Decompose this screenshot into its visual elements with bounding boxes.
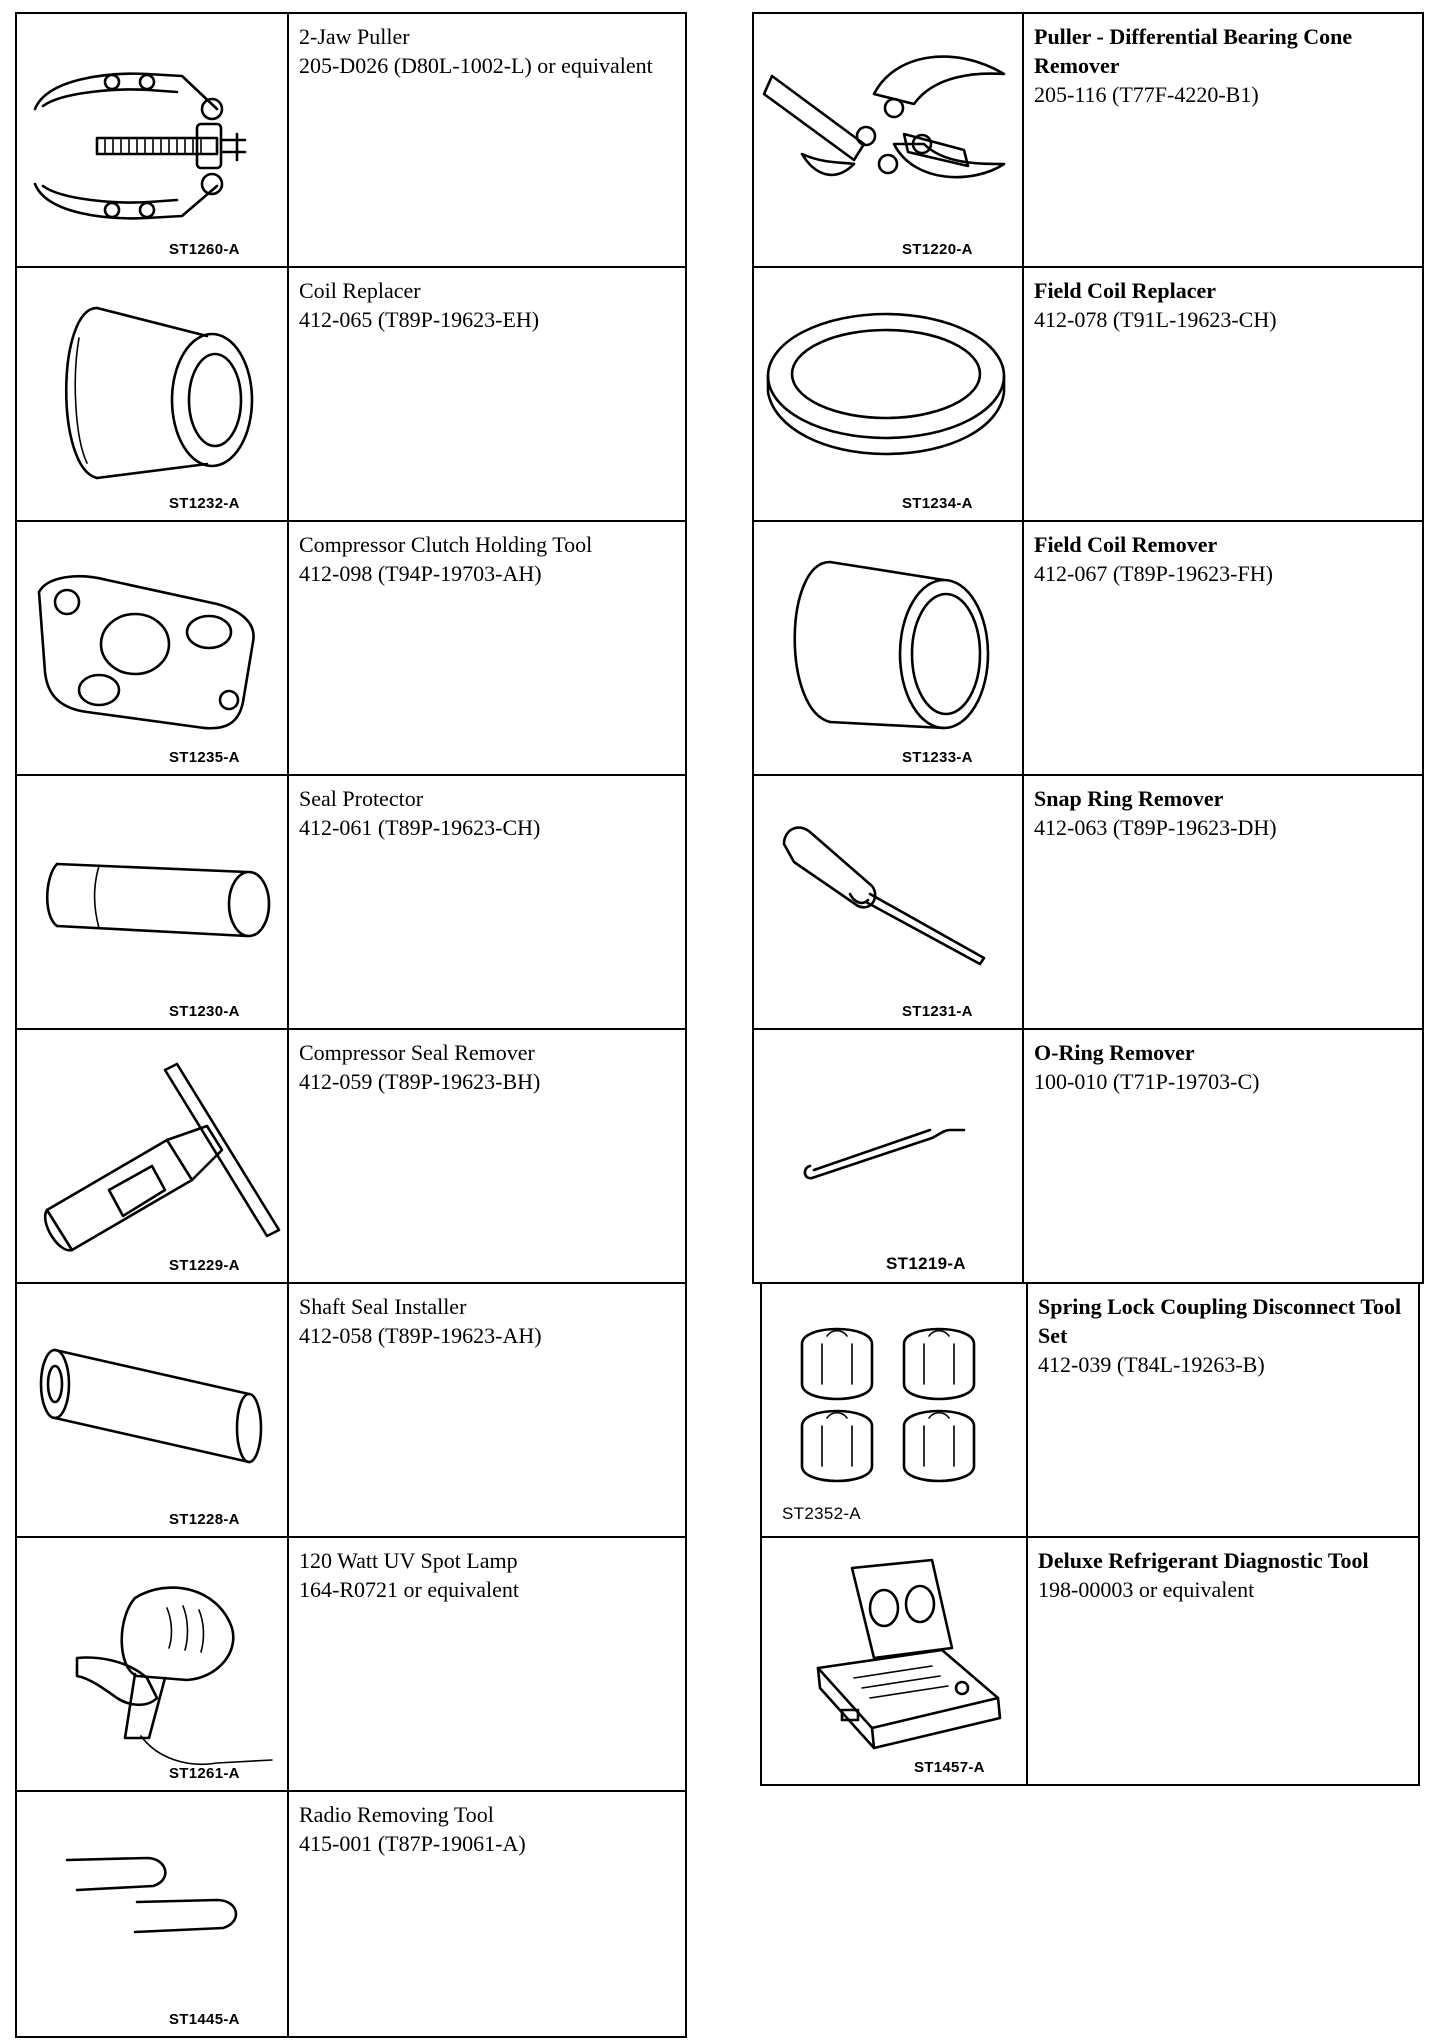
diagnostic-case-icon: [762, 1538, 1026, 1784]
tool-code: ST1229-A: [169, 1257, 240, 1274]
tool-part-number: 412-067 (T89P-19623-FH): [1034, 561, 1273, 586]
tool-description: [1034, 1038, 1416, 1096]
spring-lock-tool-set-icon: [762, 1284, 1026, 1536]
tool-description: [299, 1038, 679, 1096]
tool-description: [299, 530, 679, 588]
tool-cell: [752, 774, 1424, 1030]
tool-name: Puller - Differential Bearing Cone Remover: [1034, 24, 1353, 78]
tool-code: ST1261-A: [169, 1765, 240, 1782]
tool-name: Compressor Clutch Holding Tool: [299, 532, 593, 557]
pick-screwdriver-icon: [754, 776, 1022, 1028]
radio-removing-wires-icon: [17, 1792, 287, 2036]
tool-illustration-panel: [754, 776, 1024, 1028]
tool-cell: [15, 1536, 687, 1792]
tool-part-number: 205-116 (T77F-4220-B1): [1034, 82, 1259, 107]
tool-name: O-Ring Remover: [1034, 1040, 1195, 1065]
tool-part-number: 412-061 (T89P-19623-CH): [299, 815, 541, 840]
tool-code: ST2352-A: [782, 1504, 861, 1523]
tool-description: [1038, 1546, 1412, 1604]
tool-cell: [15, 1790, 687, 2038]
tube-installer-icon: [17, 1284, 287, 1536]
tool-illustration-panel: [754, 268, 1024, 520]
tool-code: ST1260-A: [169, 241, 240, 258]
uv-spot-lamp-icon: [17, 1538, 287, 1790]
tool-illustration-panel: [17, 1792, 289, 2036]
tool-illustration-panel: [17, 1538, 289, 1790]
tool-description: [1034, 784, 1416, 842]
t-handle-seal-remover-icon: [17, 1030, 287, 1282]
tool-code: ST1232-A: [169, 495, 240, 512]
tool-description: [299, 1292, 679, 1350]
tool-illustration-panel: [17, 14, 289, 266]
tool-cell: [760, 1282, 1420, 1538]
tool-name: Seal Protector: [299, 786, 424, 811]
tool-illustration-panel: [17, 1030, 289, 1282]
tool-code: ST1228-A: [169, 1511, 240, 1528]
tool-cell: [15, 1282, 687, 1538]
tool-illustration-panel: [17, 776, 289, 1028]
tool-part-number: 412-058 (T89P-19623-AH): [299, 1323, 542, 1348]
tool-name: 120 Watt UV Spot Lamp: [299, 1548, 518, 1573]
tool-description: [299, 1546, 679, 1604]
clutch-holding-plate-icon: [17, 522, 287, 774]
tool-description: [299, 22, 679, 80]
tool-description: [299, 784, 679, 842]
tool-cell: [15, 520, 687, 776]
tool-description: [1034, 530, 1416, 588]
tool-illustration-panel: [17, 522, 289, 774]
tool-illustration-panel: [754, 14, 1024, 266]
tool-cell: [15, 266, 687, 522]
tool-description: [1034, 276, 1416, 334]
tool-code: ST1219-A: [886, 1254, 966, 1273]
ring-replacer-icon: [754, 268, 1022, 520]
tool-code: ST1457-A: [914, 1759, 985, 1776]
seal-protector-icon: [17, 776, 287, 1028]
tool-name: 2-Jaw Puller: [299, 24, 410, 49]
tool-part-number: 198-00003 or equivalent: [1038, 1577, 1255, 1602]
tool-description: [1034, 22, 1416, 109]
tool-illustration-panel: [762, 1284, 1028, 1536]
tool-illustration-panel: [17, 268, 289, 520]
tool-name: Radio Removing Tool: [299, 1802, 494, 1827]
tool-code: ST1234-A: [902, 495, 973, 512]
tool-cell: [752, 12, 1424, 268]
tool-part-number: 412-063 (T89P-19623-DH): [1034, 815, 1277, 840]
tool-cell: [752, 1028, 1424, 1284]
tool-cell: [15, 1028, 687, 1284]
tool-name: Shaft Seal Installer: [299, 1294, 467, 1319]
tool-part-number: 100-010 (T71P-19703-C): [1034, 1069, 1260, 1094]
tool-description: [299, 276, 679, 334]
tool-name: Spring Lock Coupling Disconnect Tool Set: [1038, 1294, 1402, 1348]
tool-name: Field Coil Replacer: [1034, 278, 1217, 303]
tool-code: ST1445-A: [169, 2011, 240, 2028]
tool-name: Compressor Seal Remover: [299, 1040, 535, 1065]
tool-name: Coil Replacer: [299, 278, 421, 303]
two-jaw-puller-icon: [17, 14, 287, 266]
tool-cell: [752, 266, 1424, 522]
tool-name: Field Coil Remover: [1034, 532, 1218, 557]
tool-cell: [15, 12, 687, 268]
coil-replacer-icon: [17, 268, 287, 520]
tool-name: Deluxe Refrigerant Diagnostic Tool: [1038, 1548, 1369, 1573]
tool-code: ST1220-A: [902, 241, 973, 258]
tool-code: ST1230-A: [169, 1003, 240, 1020]
tool-part-number: 205-D026 (D80L-1002-L) or equivalent: [299, 53, 653, 78]
tool-part-number: 164-R0721 or equivalent: [299, 1577, 519, 1602]
bearing-cone-puller-icon: [754, 14, 1022, 266]
tool-description: [299, 1800, 679, 1858]
tool-part-number: 412-065 (T89P-19623-EH): [299, 307, 540, 332]
tool-part-number: 412-059 (T89P-19623-BH): [299, 1069, 541, 1094]
tool-part-number: 412-078 (T91L-19623-CH): [1034, 307, 1277, 332]
cylinder-remover-icon: [754, 522, 1022, 774]
tool-code: ST1231-A: [902, 1003, 973, 1020]
tool-illustration-panel: [17, 1284, 289, 1536]
tool-illustration-panel: [754, 522, 1024, 774]
tool-code: ST1235-A: [169, 749, 240, 766]
tool-cell: [752, 520, 1424, 776]
tool-part-number: 415-001 (T87P-19061-A): [299, 1831, 526, 1856]
tool-illustration-panel: [754, 1030, 1024, 1282]
tool-illustration-panel: [762, 1538, 1028, 1784]
tool-code: ST1233-A: [902, 749, 973, 766]
tool-name: Snap Ring Remover: [1034, 786, 1224, 811]
o-ring-hook-icon: [754, 1030, 1022, 1282]
tool-part-number: 412-098 (T94P-19703-AH): [299, 561, 542, 586]
tool-cell: [15, 774, 687, 1030]
tool-description: [1038, 1292, 1412, 1379]
tool-part-number: 412-039 (T84L-19263-B): [1038, 1352, 1265, 1377]
tool-cell: [760, 1536, 1420, 1786]
